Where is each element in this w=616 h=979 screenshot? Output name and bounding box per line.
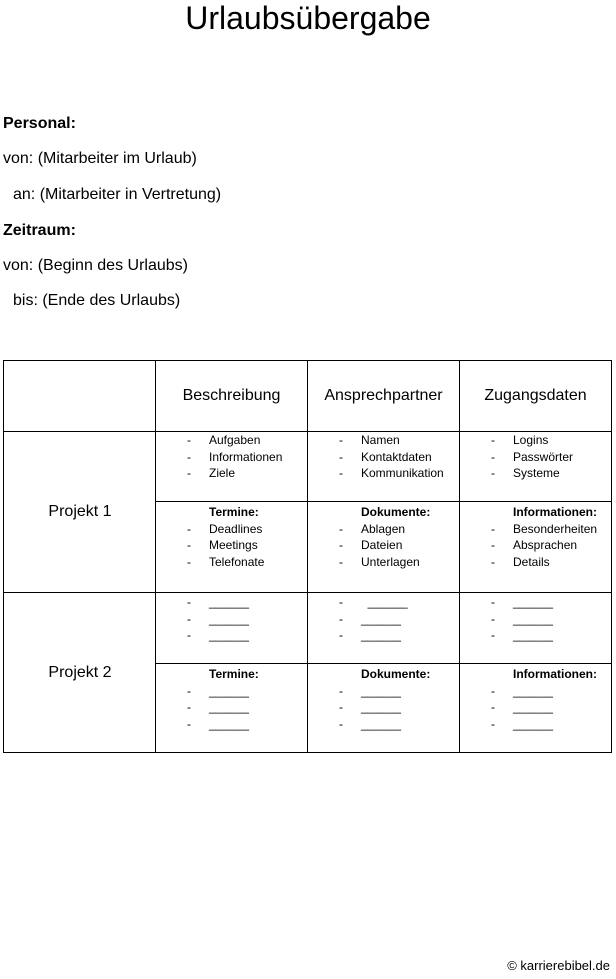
table-cell xyxy=(308,432,459,482)
list-item: - ______ xyxy=(339,683,402,698)
list-item: - ______ xyxy=(187,683,250,698)
list-item: - ______ xyxy=(339,628,402,642)
list-item: - Logins xyxy=(491,433,549,447)
row-label-project-1: Projekt 1 xyxy=(48,503,112,520)
list-item: - Kommunikation xyxy=(339,466,444,480)
list-item: - Besonderheiten xyxy=(491,521,598,536)
cell-heading: Informationen: xyxy=(513,667,597,681)
page-title: Urlaubsübergabe xyxy=(185,0,431,36)
cell-heading: Dokumente: xyxy=(361,505,431,519)
table-cell xyxy=(308,504,459,570)
list-item: - Passwörter xyxy=(491,449,574,464)
list-item: - Ablagen xyxy=(339,521,406,536)
handover-table xyxy=(3,360,612,753)
copyright-footer: © karrierebibel.de xyxy=(507,958,610,973)
table-cell xyxy=(460,504,611,570)
personal-label: Personal: xyxy=(3,115,76,132)
cell-heading: Informationen: xyxy=(513,505,597,519)
list-item: - Informationen xyxy=(187,449,283,464)
list-item: - ______ xyxy=(339,700,402,714)
list-item: - ______ xyxy=(491,611,554,626)
list-item: - Dateien xyxy=(339,538,403,552)
table-cell xyxy=(460,594,611,644)
table-cell xyxy=(156,666,307,732)
list-item: - ______ xyxy=(187,716,250,731)
list-item: - ______ xyxy=(339,716,402,731)
table-cell xyxy=(156,504,307,570)
column-header-description: Beschreibung xyxy=(182,387,281,404)
list-item: - ______ xyxy=(491,628,554,642)
table-cell xyxy=(156,594,307,644)
list-item: - ______ xyxy=(491,683,554,698)
cell-heading: Termine: xyxy=(209,667,259,681)
list-item: - Telefonate xyxy=(187,554,265,569)
list-item: - Ziele xyxy=(187,466,236,480)
list-item: - ______ xyxy=(187,628,250,642)
personal-to: an: (Mitarbeiter in Vertretung) xyxy=(13,186,222,203)
table-cell xyxy=(308,594,459,644)
period-from: von: (Beginn des Urlaubs) xyxy=(3,257,188,274)
period-to: bis: (Ende des Urlaubs) xyxy=(13,292,181,309)
column-header-access: Zugangsdaten xyxy=(484,387,587,404)
row-label-project-2: Projekt 2 xyxy=(48,664,112,681)
table-cell xyxy=(460,432,611,482)
cell-heading: Termine: xyxy=(209,505,259,519)
list-item: - ______ xyxy=(187,611,250,626)
list-item: - Aufgaben xyxy=(187,433,261,447)
list-item: - ______ xyxy=(491,716,554,731)
list-item: - ______ xyxy=(339,595,408,609)
list-item: - Absprachen xyxy=(491,538,578,552)
list-item: - ______ xyxy=(339,611,402,626)
list-item: - Meetings xyxy=(187,538,258,552)
list-item: - ______ xyxy=(187,700,250,714)
table-cell xyxy=(460,666,611,732)
list-item: - Namen xyxy=(339,433,400,447)
list-item: - ______ xyxy=(491,700,554,714)
list-item: - Kontaktdaten xyxy=(339,449,432,464)
period-label: Zeitraum: xyxy=(3,222,76,239)
list-item: - Unterlagen xyxy=(339,554,420,569)
list-item: - Systeme xyxy=(491,466,560,480)
list-item: - Deadlines xyxy=(187,521,263,536)
list-item: - Details xyxy=(491,554,550,569)
list-item: - ______ xyxy=(491,595,554,609)
personal-from: von: (Mitarbeiter im Urlaub) xyxy=(3,150,197,167)
column-header-contact: Ansprechpartner xyxy=(324,387,443,404)
cell-heading: Dokumente: xyxy=(361,667,431,681)
list-item: - ______ xyxy=(187,595,250,609)
table-cell xyxy=(308,666,459,732)
table-cell xyxy=(156,432,307,482)
